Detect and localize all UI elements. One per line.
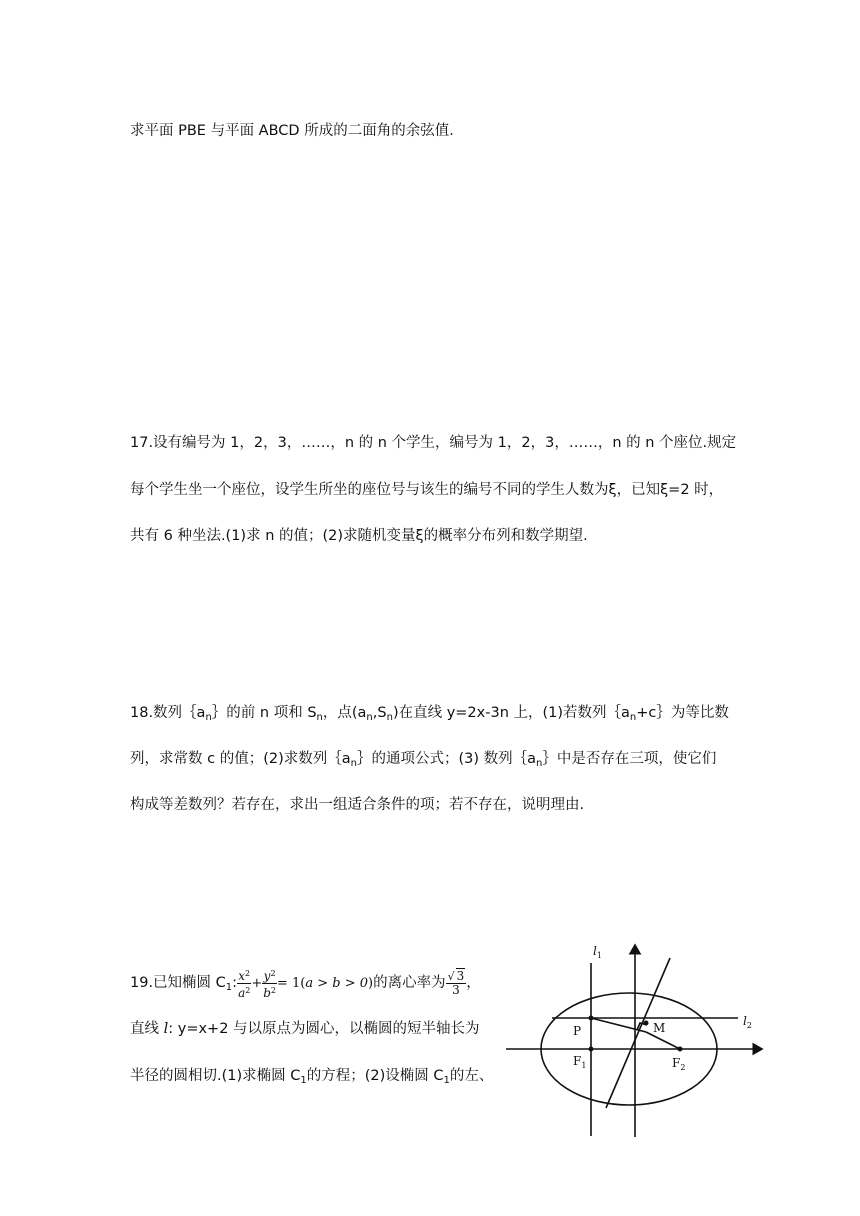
label-f1: $F_1$ <box>573 1054 587 1070</box>
plus-sign: + <box>251 976 263 991</box>
q19-l1-a-sub: 1 <box>225 982 233 993</box>
q19-l2-a: 直线 <box>130 1021 164 1037</box>
q18-l2-c: ｝中是否存在三项，使它们 <box>542 751 717 767</box>
ecc-den: 3 <box>452 982 460 997</box>
close-paren: ) <box>368 976 374 991</box>
q18-l1-b: ｝的前 n 项和 S <box>211 705 317 721</box>
label-f2: $F_2$ <box>672 1056 686 1072</box>
q18-l1-c-sub: n <box>366 712 373 723</box>
q19-l3-a: 半径的圆相切.(1)求椭圆 C <box>130 1068 301 1084</box>
q18-l2-a: 列，求常数 c 的值；(2)求数列｛a <box>130 751 351 767</box>
q16-line <box>130 121 464 141</box>
frac2-num-sq: 2 <box>270 968 276 978</box>
q19-l1-b: 的离心率为 <box>373 975 446 991</box>
q19-l3-b-sub: 1 <box>443 1075 450 1086</box>
q18-l1-a: 18.数列｛a <box>130 705 206 721</box>
q18-l1-e: )在直线 y=2x-3n 上，(1)若数列｛a <box>392 705 630 721</box>
q19-line-1 <box>130 963 481 1003</box>
point-f1 <box>589 1047 594 1052</box>
point-m <box>644 1021 649 1026</box>
q18-l1-e-sub: n <box>629 712 637 723</box>
q17-line-3 <box>130 526 588 546</box>
q17-text-2: 每个学生坐一个座位，设学生所坐的座位号与该生的编号不同的学生人数为ξ，已知ξ=2 时， <box>130 482 724 498</box>
q18-l1-f: +c｝为等比数 <box>636 705 729 721</box>
q16-text: 求平面 PBE 与平面 ABCD 所成的二面角的余弦值． <box>130 123 464 139</box>
q19-l1-c: ， <box>466 975 481 991</box>
fraction-x2-a2 <box>237 967 251 1000</box>
q18-line-1 <box>130 703 729 728</box>
ecc-num: 3 <box>456 968 465 983</box>
q19-colon: : <box>232 975 238 991</box>
condition: a > b > 0 <box>305 976 369 991</box>
q19-l2-l: l <box>163 1021 169 1037</box>
fraction-y2-b2 <box>262 967 277 1000</box>
q19-l3-c: 的左、 <box>449 1068 494 1084</box>
q17-line-2 <box>130 480 723 500</box>
q19-line-2 <box>130 1019 480 1039</box>
q18-l1-d-sub: n <box>386 712 393 723</box>
frac1-num: x <box>238 968 246 983</box>
label-m: M <box>653 1021 666 1035</box>
q18-l2-a-sub: n <box>350 758 357 769</box>
frac1-den: a <box>238 985 246 1000</box>
q18-text-3: 构成等差数列？若存在，求出一组适合条件的项；若不存在，说明理由. <box>130 797 585 813</box>
label-p: P <box>573 1024 582 1038</box>
point-f2 <box>678 1047 683 1052</box>
q18-l1-b-sub: n <box>316 712 323 723</box>
q19-l3-a-sub: 1 <box>300 1075 307 1086</box>
point-p <box>589 1016 594 1021</box>
q18-l2-b: ｝的通项公式；(3) 数列｛a <box>356 751 537 767</box>
frac2-num: y <box>263 968 271 983</box>
q18-l1-a-sub: n <box>205 712 212 723</box>
q18-line-2 <box>130 749 716 774</box>
frac1-den-sq: 2 <box>245 985 251 995</box>
q19-l1-a: 19.已知椭圆 C <box>130 975 226 991</box>
label-l2: $l_2$ <box>743 1014 752 1030</box>
q17-text-3: 共有 6 种坐法.(1)求 n 的值；(2)求随机变量ξ的概率分布列和数学期望. <box>130 528 588 544</box>
fraction-eccentricity: $\frac{√ 3}{3}$ <box>447 968 465 997</box>
frac2-den-sq: 2 <box>270 985 276 995</box>
equals-one: = 1( <box>277 976 306 991</box>
q19-line-3 <box>130 1066 493 1091</box>
q18-line-3 <box>130 795 584 815</box>
q18-l2-b-sub: n <box>536 758 543 769</box>
frac2-den: b <box>263 985 271 1000</box>
q17-line-1 <box>130 433 736 453</box>
q19-l2-b: : y=x+2 与以原点为圆心，以椭圆的短半轴长为 <box>168 1021 480 1037</box>
q18-l1-d: ,S <box>372 705 387 721</box>
label-l1: $l_1$ <box>593 944 602 960</box>
frac1-num-sq: 2 <box>245 968 251 978</box>
ellipse-figure <box>500 938 770 1143</box>
q17-text-1: 17.设有编号为 1，2，3，……，n 的 n 个学生，编号为 1，2，3，……，n 的 n 个座位.规定 <box>130 435 737 451</box>
q18-l1-c: ，点(a <box>322 705 367 721</box>
q19-l3-b: 的方程；(2)设椭圆 C <box>306 1068 444 1084</box>
